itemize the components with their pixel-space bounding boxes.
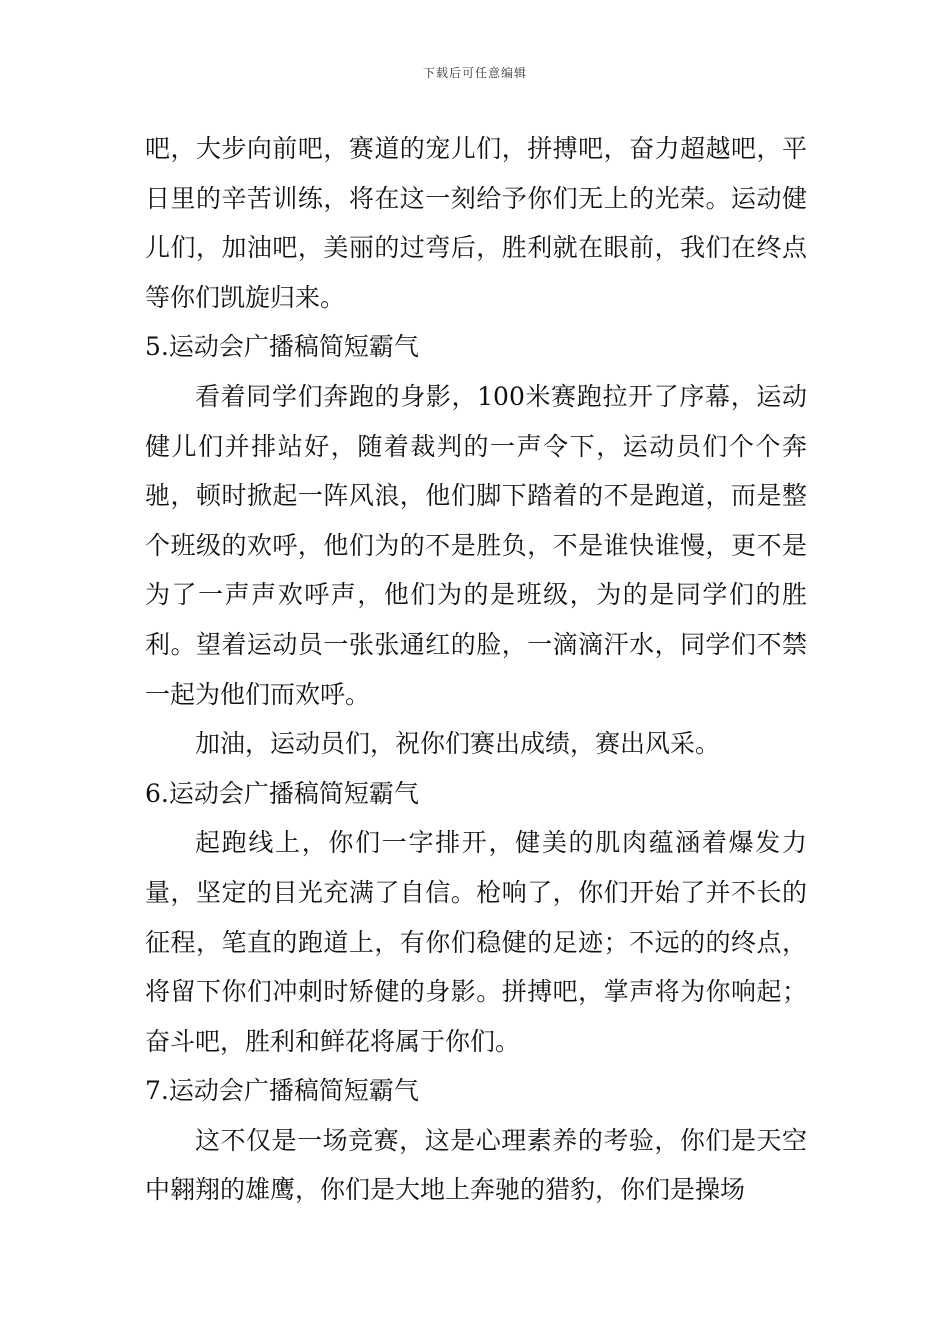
- document-body: [145, 124, 807, 1215]
- paragraph: 看着同学们奔跑的身影，100米赛跑拉开了序幕，运动健儿们并排站好，随着裁判的一声令下，运动员们个个奔驰，顿时掀起一阵风浪，他们脚下踏着的不是跑道，而是整个班级的欢呼，他们为的不是胜负，不是谁快谁慢，更不是为了一声声欢呼声，他们为的是班级，为的是同学们的胜利。望着运动员一张张通红的脸，一滴滴汗水，同学们不禁一起为他们而欢呼。: [145, 381, 807, 709]
- section-heading-5: 5.运动会广播稿简短霸气: [145, 332, 419, 362]
- paragraph-continuation: 吧，大步向前吧，赛道的宠儿们，拼搏吧，奋力超越吧，平日里的辛苦训练，将在这一刻给予你们无上的光荣。运动健儿们，加油吧，美丽的过弯后，胜利就在眼前，我们在终点等你们凯旋归来。: [145, 134, 807, 312]
- page-header: 下载后可任意编辑: [422, 66, 527, 80]
- paragraph: 这不仅是一场竞赛，这是心理素养的考验，你们是天空中翱翔的雄鹰，你们是大地上奔驰的猎豹，你们是操场: [145, 1125, 807, 1205]
- paragraph: 起跑线上，你们一字排开，健美的肌肉蕴涵着爆发力量，坚定的目光充满了自信。枪响了，你们开始了并不长的征程，笔直的跑道上，有你们稳健的足迹；不远的的终点，将留下你们冲刺时矫健的身影。拼搏吧，掌声将为你响起；奋斗吧，胜利和鲜花将属于你们。: [145, 828, 807, 1056]
- section-heading-7: 7.运动会广播稿简短霸气: [145, 1076, 419, 1106]
- paragraph: 加油，运动员们，祝你们赛出成绩，赛出风采。: [195, 729, 721, 759]
- section-heading-6: 6.运动会广播稿简短霸气: [145, 778, 419, 808]
